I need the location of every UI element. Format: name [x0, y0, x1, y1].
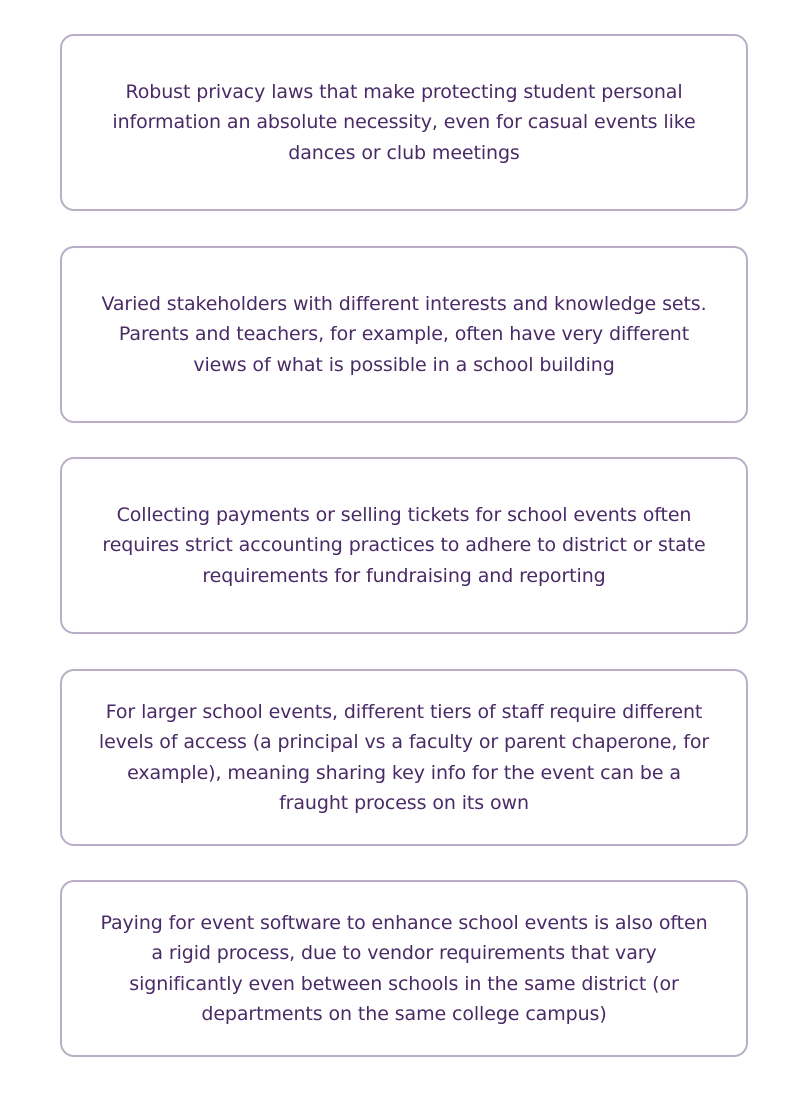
challenge-card-text: Collecting payments or selling tickets for school events often requires strict accounting practices to adhere to district or state requirements for fundraising and reporting — [102, 503, 706, 587]
challenge-card-text: For larger school events, different tiers of staff require different levels of access (a principal vs a faculty or parent chaperone, for example), meaning sharing key info for the event can be a fraught process on its own — [98, 700, 710, 814]
challenge-card-stakeholders — [60, 246, 748, 423]
challenge-card-text: Paying for event software to enhance school events is also often a rigid process, due to vendor requirements that vary significantly even between schools in the same district (or departments on the same college campus) — [100, 911, 708, 1025]
challenge-card-text: Varied stakeholders with different interests and knowledge sets. Parents and teachers, for example, often have very different views of what is possible in a school building — [101, 292, 707, 376]
challenge-card-privacy — [60, 34, 748, 211]
challenge-card-payments — [60, 457, 748, 634]
challenge-card-text: Robust privacy laws that make protecting student personal information an absolute necessity, even for casual events like dances or club meetings — [112, 80, 696, 164]
challenge-card-access-levels — [60, 669, 748, 846]
challenge-card-software-payment — [60, 880, 748, 1057]
